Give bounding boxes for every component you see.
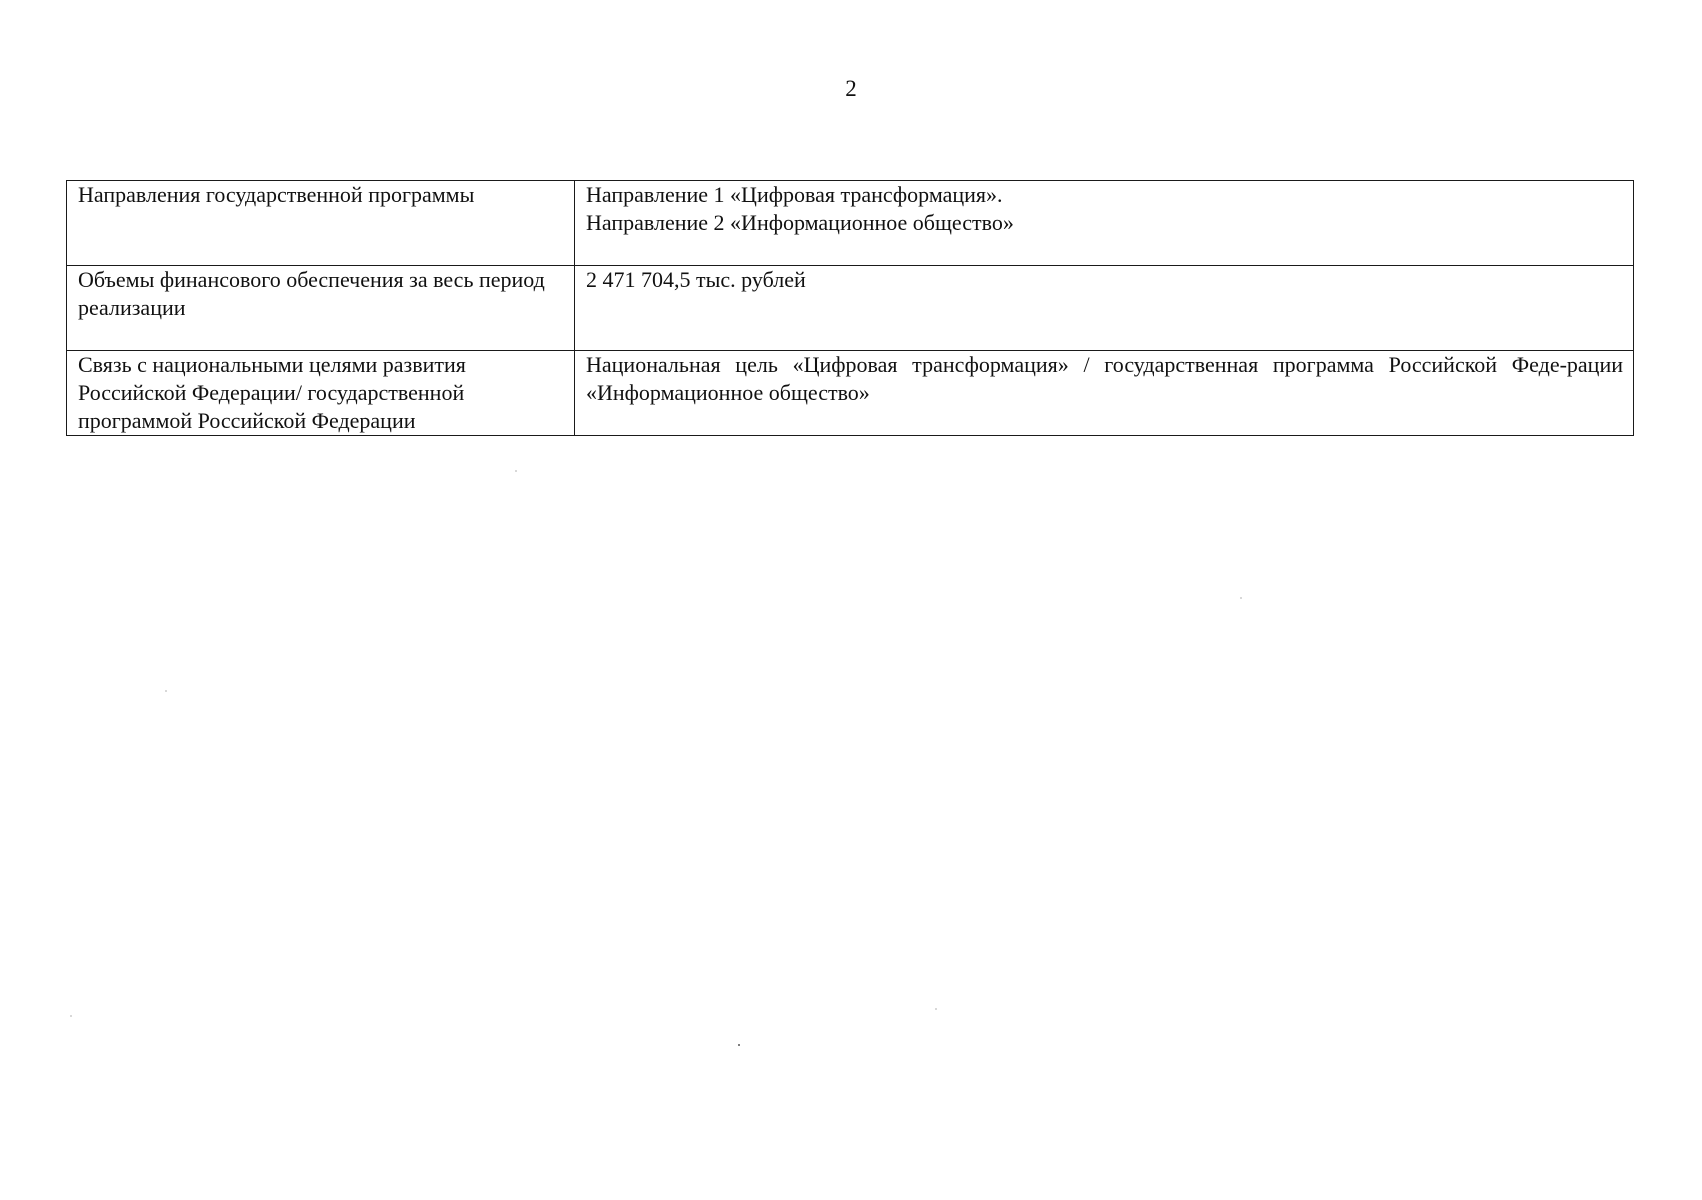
program-passport-table [66,180,1634,436]
row-value-line: Направление 2 «Информационное общество» [586,210,1014,235]
scan-speck [70,1015,72,1017]
scan-speck [165,690,167,692]
table-row [67,181,1634,266]
page-number: 2 [845,76,857,101]
row-label-cell [67,181,575,266]
row-label-cell [67,351,575,436]
table-row [67,266,1634,351]
row-label: Объемы финансового обеспечения за весь период реализации [78,267,545,320]
row-label-cell [67,266,575,351]
row-value-cell [575,351,1634,436]
row-label: Направления государственной программы [78,182,475,207]
row-value-cell [575,181,1634,266]
row-value-line: 2 471 704,5 тыс. рублей [586,267,806,292]
row-value-line: Национальная цель «Цифровая трансформация» / государственная программа Российской Феде-рации «Информационное общество» [586,352,1623,405]
scan-speck [515,470,517,472]
row-value-cell [575,266,1634,351]
row-value-line: Направление 1 «Цифровая трансформация». [586,182,1003,207]
row-label: Связь с национальными целями развития Российской Федерации/ государственной программой Российской Федерации [78,352,466,433]
table-row [67,351,1634,436]
scan-speck [1240,597,1242,599]
scan-speck [738,1044,740,1046]
scan-speck [935,1008,937,1010]
